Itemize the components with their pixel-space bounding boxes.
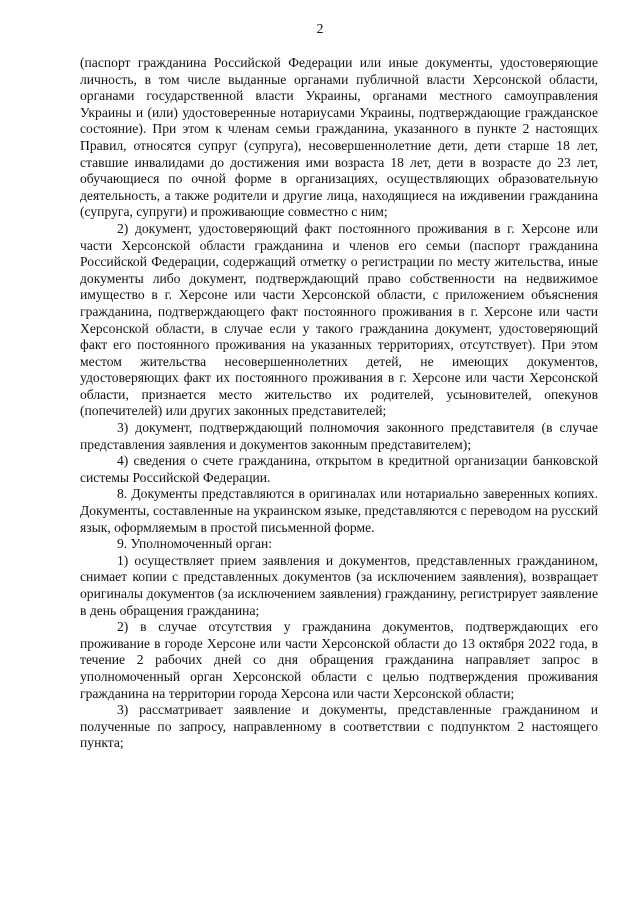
document-body [80,55,598,752]
paragraph-continuation: (паспорт гражданина Российской Федерации или иные документы, удостоверяющие личность, в том числе выданные органами публичной власти Херсонской области, органами государственной власти Украины, органами местного самоуправления Украины и (или) удостоверенные нотариусами Украины, подтверждающие гражданское состояние). При этом к членам семьи гражданина, указанного в пункте 2 настоящих Правил, относятся супруг (супруга), несовершеннолетние дети, дети старше 18 лет, ставшие инвалидами до достижения ими возраста 18 лет, дети в возрасте до 23 лет, обучающиеся по очной форме в организациях, осуществляющих образовательную деятельность, а также родители и другие лица, находящиеся на иждивении гражданина (супруга, супруги) и проживающие совместно с ним; [80,55,598,220]
paragraph-section-9-item-2: 2) в случае отсутствия у гражданина документов, подтверждающих его проживание в городе Херсоне или части Херсонской области до 13 октября 2022 года, в течение 2 рабочих дней со дня обращения гражданина направляет запрос в уполномоченный орган Херсонской области с целью подтверждения проживания гражданина на территории города Херсона или части Херсонской области; [80,619,598,701]
paragraph-section-9-item-3: 3) рассматривает заявление и документы, представленные гражданином и полученные по запросу, направленному в соответствии с подпунктом 2 настоящего пункта; [80,702,598,751]
page-number: 2 [316,22,324,37]
paragraph-section-8: 8. Документы представляются в оригиналах или нотариально заверенных копиях. Документы, составленные на украинском языке, представляются с переводом на русский язык, оформляемым в простой письменной форме. [80,486,598,535]
paragraph-section-9: 9. Уполномоченный орган: [117,536,273,552]
paragraph-item-2: 2) документ, удостоверяющий факт постоянного проживания в г. Херсоне или части Херсонской области гражданина и членов его семьи (паспорт гражданина Российской Федерации, содержащий отметку о регистрации по месту жительства, иные документы либо документ, подтверждающий право собственности на недвижимое имущество в г. Херсоне или части Херсонской области, с приложением объяснения гражданина, подтверждающего факт постоянного проживания в г. Херсоне или части Херсонской области, в случае если у такого гражданина документ, удостоверяющий факт его постоянного проживания на указанных территориях, отсутствует). При этом местом жительства несовершеннолетних детей, не имеющих документов, удостоверяющих факт их постоянного проживания в г. Херсоне или части Херсонской области, признается место жительство их родителей, усыновителей, опекунов (попечителей) или других законных представителей; [80,220,598,419]
paragraph-section-9-item-1: 1) осуществляет прием заявления и документов, представленных гражданином, снимает копии с представленных документов (за исключением заявления), возвращает оригиналы документов (за исключением заявления) гражданину, регистрирует заявление в день обращения гражданина; [80,552,598,618]
paragraph-item-3: 3) документ, подтверждающий полномочия законного представителя (в случае представления заявления и документов законным представителем); [80,420,598,452]
paragraph-item-4: 4) сведения о счете гражданина, открытом в кредитной организации банковской системы Российской Федерации. [80,453,598,485]
